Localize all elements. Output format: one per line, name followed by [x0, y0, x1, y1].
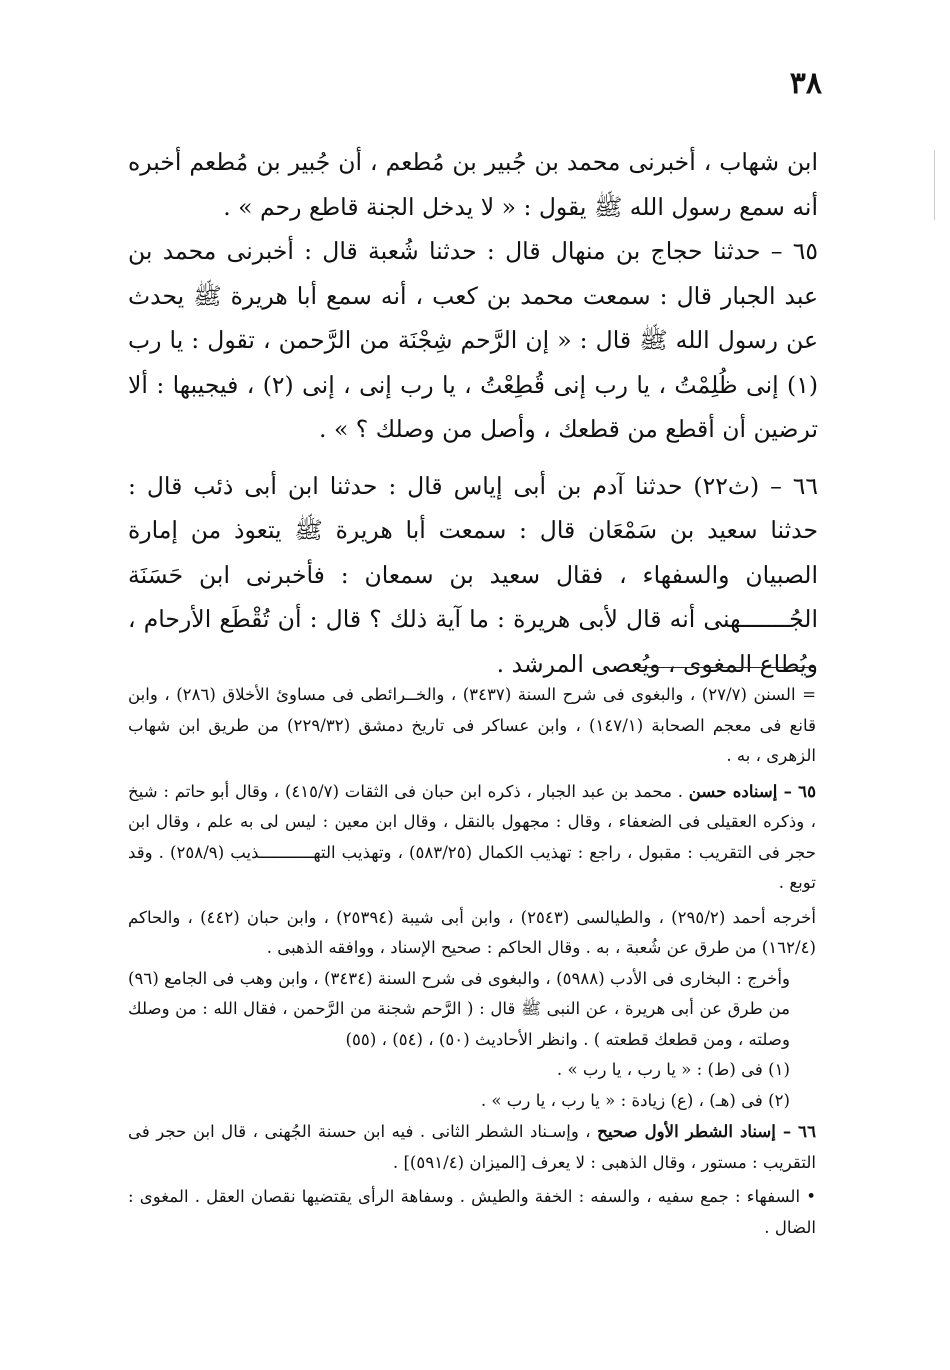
note-65-takhrij: أخرجه أحمد (٢٩٥/٢) ، والطيالسى (٢٥٤٣) ، وابن أبى شيبة (٢٥٣٩٤) ، وابن حبان (٤٤٢) ، والحاكم (١٦٢/٤) من طرق عن شُعبة ، به . وقال الحاكم : صحيح الإسناد ، ووافقه الذهبى . — [128, 907, 816, 957]
hadith-paragraph-continuation: ابن شهاب ، أخبرنى محمد بن جُبير بن مُطعم ، أن جُبير بن مُطعم أخبره أنه سمع رسول الله ﷺ يقول : « لا يدخل الجنة قاطع رحم » . — [128, 148, 818, 221]
note-66-heading: ٦٦ – إسناد الشطر الأول صحيح — [597, 1121, 816, 1141]
margin-mark — [934, 150, 935, 220]
page-number: ٣٨ — [789, 66, 822, 101]
note-vocabulary: • السفهاء : جمع سفيه ، والسفه : الخفة والطيش . وسفاهة الرأى يقتضيها نقصان العقل . المغوى : الضال . — [128, 1187, 816, 1237]
hadith-paragraph-65: ٦٥ – حدثنا حجاج بن منهال قال : حدثنا شُعبة قال : أخبرنى محمد بن عبد الجبار قال : سمعت محمد بن كعب ، أنه سمع أبا هريرة ﷺ يحدث عن رسول الله ﷺ قال : « إن الرَّحم شِجْنَة من الرَّحمن ، تقول : يا رب (١) إنى ظُلِمْتُ ، يا رب إنى قُطِعْتُ ، يا رب إنى ، إنى (٢) ، فيجيبها : ألا ترضين أن أقطع من قطعك ، وأصل من وصلك ؟ » . — [128, 237, 818, 443]
note-continuation: = السنن (٢٧/٧) ، والبغوى فى شرح السنة (٣٤٣٧) ، والخــرائطى فى مساوئ الأخلاق (٢٨٦) ، وابن قانع فى معجم الصحابة (١٤٧/١) ، وابن عساكر فى تاريخ دمشق (٢٢٩/٣٢) من طريق ابن شهاب الزهرى ، به . — [128, 685, 816, 765]
note-65-additional: وأخرج : البخارى فى الأدب (٥٩٨٨) ، والبغوى فى شرح السنة (٣٤٣٤) ، وابن وهب فى الجامع (٩٦) من طرق عن أبى هريرة ، عن النبى ﷺ قال : ( الرَّحم شجنة من الرَّحمن ، فقال الله : من وصلك وصلته ، ومن قطعك قطعته ) . وانظر الأحاديث (٥٠) ، (٥٤) ، (٥٥) — [128, 968, 790, 1049]
footnotes — [128, 680, 816, 1243]
main-text — [128, 140, 818, 686]
footnote-divider — [636, 667, 816, 668]
note-65-heading: ٦٥ – إسناده حسن — [688, 780, 816, 801]
note-66 — [128, 1116, 816, 1178]
note-66-body: ، وإسـناد الشطر الثانى . فيه ابن حسنة الجُهنى ، قال ابن حجر فى التقريب : مستور ، وقال الذهبى : لا يعرف [الميزان (٥٩١/٤)] . — [128, 1122, 816, 1172]
hadith-paragraph-66: ٦٦ – (ث٢٢) حدثنا آدم بن أبى إياس قال : حدثنا ابن أبى ذئب قال : حدثنا سعيد بن سَمْعَان قال : سمعت أبا هريرة ﷺ يتعوذ من إمارة الصبيان والسفهاء ، فقال سعيد بن سمعان : فأخبرنى ابن حَسَنَة الجُـــــــهنى أنه قال لأبى هريرة : ما آية ذلك ؟ قال : أن تُقْطَع الأرحام ، ويُطاع المغوى ، ويُعصى المرشد . — [128, 471, 818, 678]
footnote-2: (٢) فى (هـ) ، (ع) زيادة : « يا رب ، يا رب » . — [480, 1090, 790, 1110]
note-65 — [128, 776, 816, 899]
footnote-1: (١) فى (ط) : « يا رب ، يا رب » . — [556, 1060, 790, 1079]
note-65-body: . محمد بن عبد الجبار ، ذكره ابن حبان فى الثقات (٤١٥/٧) ، وقال أبو حاتم : شيخ ، وذكره العقيلى فى الضعفاء ، وقال : مجهول بالنقل ، وقال ابن معين : ليس لى به علم ، وقال ابن حجر فى التقريب : مقبول ، راجع : تهذيب الكمال (٥٨٣/٢٥) ، وتهذيب التهـــــــــــذيب (٢٥٨/٩) . وقد توبع . — [128, 781, 816, 892]
